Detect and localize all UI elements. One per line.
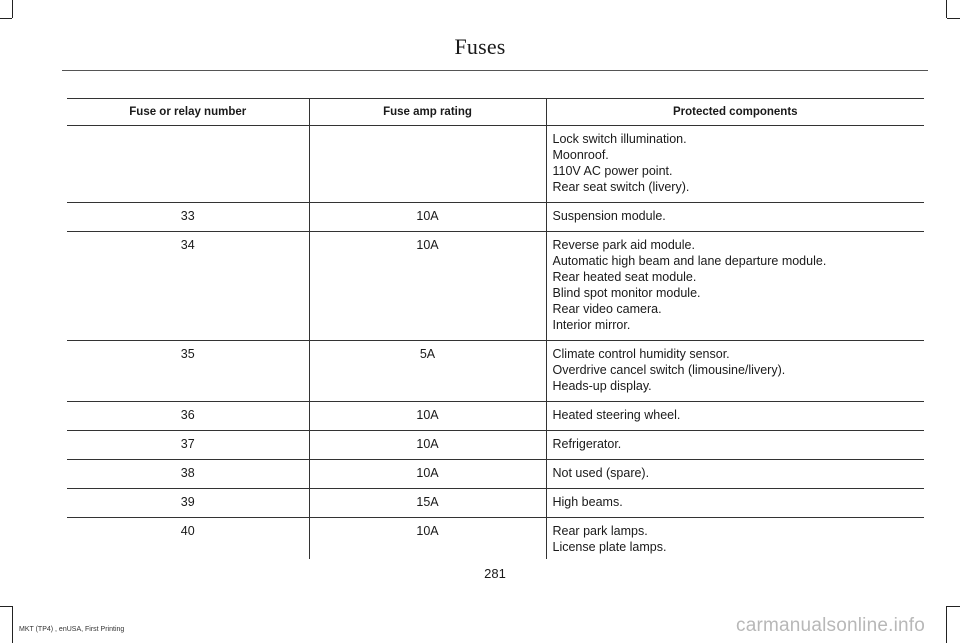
component-item: Rear video camera.	[552, 302, 662, 316]
table-header-row	[67, 99, 924, 126]
component-item: Refrigerator.	[552, 437, 622, 451]
component-item: Climate control humidity sensor.	[552, 347, 730, 361]
table-row	[67, 341, 924, 402]
component-item: Automatic high beam and lane departure module.	[552, 254, 827, 268]
component-item: Interior mirror.	[552, 318, 631, 332]
fuse-number: 33	[67, 203, 309, 232]
component-item: Suspension module.	[552, 209, 666, 223]
protected-components	[546, 232, 924, 341]
table-row	[67, 518, 924, 560]
component-item: High beams.	[552, 495, 623, 509]
protected-components	[546, 431, 924, 460]
fuse-number: 36	[67, 402, 309, 431]
component-item: Moonroof.	[552, 148, 609, 162]
crop-mark-bottom-left-h	[0, 606, 12, 607]
fuse-amp: 10A	[309, 232, 546, 341]
component-item: Rear heated seat module.	[552, 270, 697, 284]
column-header-amp: Fuse amp rating	[309, 99, 546, 126]
fuse-amp: 10A	[309, 402, 546, 431]
component-item: Heated steering wheel.	[552, 408, 681, 422]
fuse-number: 35	[67, 341, 309, 402]
protected-components	[546, 341, 924, 402]
table-row	[67, 232, 924, 341]
component-item: Rear park lamps.	[552, 524, 648, 538]
fuse-amp	[309, 126, 546, 203]
table-row	[67, 431, 924, 460]
table-row	[67, 460, 924, 489]
component-item: Heads-up display.	[552, 379, 652, 393]
component-item: Reverse park aid module.	[552, 238, 695, 252]
fuse-amp: 10A	[309, 518, 546, 560]
component-item: Not used (spare).	[552, 466, 650, 480]
fuse-number: 40	[180, 524, 195, 538]
fuse-number: 39	[67, 489, 309, 518]
crop-mark-bottom-right-h	[947, 606, 960, 607]
protected-components	[546, 489, 924, 518]
protected-components	[546, 203, 924, 232]
fuse-amp: 10A	[309, 203, 546, 232]
protected-components	[546, 518, 924, 560]
protected-components	[546, 460, 924, 489]
watermark: carmanualsonline.info	[736, 615, 926, 636]
fuse-number: 38	[67, 460, 309, 489]
table-row	[67, 126, 924, 203]
fuse-amp: 10A	[309, 460, 546, 489]
crop-mark-top-right-v	[946, 0, 947, 18]
fuse-amp: 5A	[309, 341, 546, 402]
column-header-components: Protected components	[546, 99, 924, 126]
fuse-table	[67, 98, 924, 559]
fuse-number	[67, 126, 309, 203]
title-divider	[62, 70, 928, 71]
table-row	[67, 489, 924, 518]
column-header-number: Fuse or relay number	[67, 99, 309, 126]
component-item: 110V AC power point.	[552, 164, 673, 178]
fuse-number: 34	[67, 232, 309, 341]
protected-components	[546, 126, 924, 203]
protected-components	[546, 402, 924, 431]
crop-mark-top-left-h	[0, 18, 12, 19]
component-item: Blind spot monitor module.	[552, 286, 701, 300]
fuse-amp: 10A	[309, 431, 546, 460]
component-item: Lock switch illumination.	[552, 132, 687, 146]
table-row	[67, 203, 924, 232]
component-item: Overdrive cancel switch (limousine/livery).	[552, 363, 786, 377]
crop-mark-bottom-right-v	[946, 606, 947, 643]
component-item: License plate lamps.	[552, 540, 667, 554]
edition-footer: MKT (TP4) , enUSA, First Printing	[19, 626, 125, 633]
crop-mark-top-right-h	[947, 18, 960, 19]
page-number: 281	[484, 566, 506, 581]
crop-mark-bottom-left-v	[12, 606, 13, 643]
fuse-number: 37	[67, 431, 309, 460]
fuse-amp: 15A	[309, 489, 546, 518]
crop-mark-top-left-v	[12, 0, 13, 18]
component-item: Rear seat switch (livery).	[552, 180, 690, 194]
table-row	[67, 402, 924, 431]
page-title: Fuses	[454, 34, 506, 59]
